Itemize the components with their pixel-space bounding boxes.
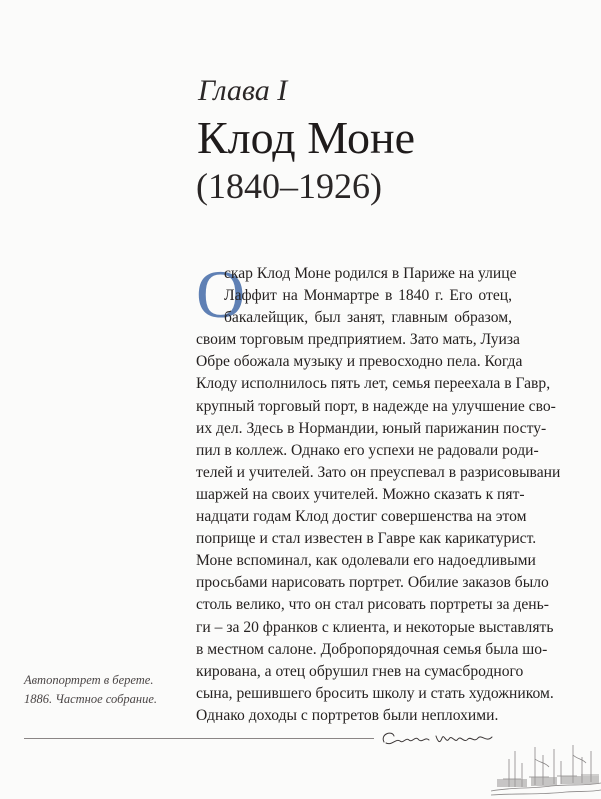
body-line: бакалейщик, был занят, главным образом, [224,309,512,327]
body-line: скар Клод Моне родился в Париже на улице [224,265,517,282]
body-line: Клоду исполнилось пять лет, семья переехала в Гавр, [196,375,551,393]
chapter-years: (1840–1926) [196,166,382,206]
body-line: крупный торговый порт, в надежде на улучшение сво- [196,397,556,415]
body-line: столь велико, что он стал рисовать портреты за день- [196,596,549,614]
drop-cap: О [196,256,246,332]
harbor-sketch-image [491,729,601,799]
body-line: кирована, а отец обрушил гнев на сумасбродного [196,662,524,680]
body-line: Обре обожала музыку и превосходно пела. Когда [196,353,523,371]
body-line: шаржей на своих учителей. Можно сказать к пят- [196,485,525,503]
body-line: пил в коллеж. Однако его успехи не радовали роди- [196,441,539,459]
body-line: Моне вспоминал, как одолевали его надоедливыми [196,552,536,570]
body-line: надцати годам Клод достиг совершенства на этом [196,508,527,526]
body-line: поприще и стал известен в Гавре как карикатурист. [196,530,537,548]
signature-image [378,724,508,754]
chapter-title: Клод Моне [197,112,416,163]
chapter-label: Глава I [198,74,288,107]
body-line: Лаффит на Монмартре в 1840 г. Его отец, [224,287,512,305]
body-line: их дел. Здесь в Нормандии, юный парижанин посту- [196,419,547,437]
body-line: телей и учителей. Зато он преуспевал в разрисовывани [196,463,561,481]
image-caption [24,671,184,709]
body-line: в местном салоне. Добропорядочная семья была шо- [196,640,548,658]
body-text [196,256,561,727]
body-line: просьбами нарисовать портрет. Обилие заказов было [196,574,549,592]
body-line: сына, решившего бросить школу и стать художником. [196,684,554,702]
divider-rule [24,738,374,739]
body-line: Однако доходы с портретов были неплохими. [196,706,499,724]
caption-line-date: 1886. Частное собрание. [24,692,158,706]
body-line: своим торговым предприятием. Зато мать, Луиза [196,331,520,349]
caption-line-title: Автопортрет в берете. [24,673,154,687]
body-line: ги – за 20 франков с клиента, и некоторые выставлять [196,618,554,636]
